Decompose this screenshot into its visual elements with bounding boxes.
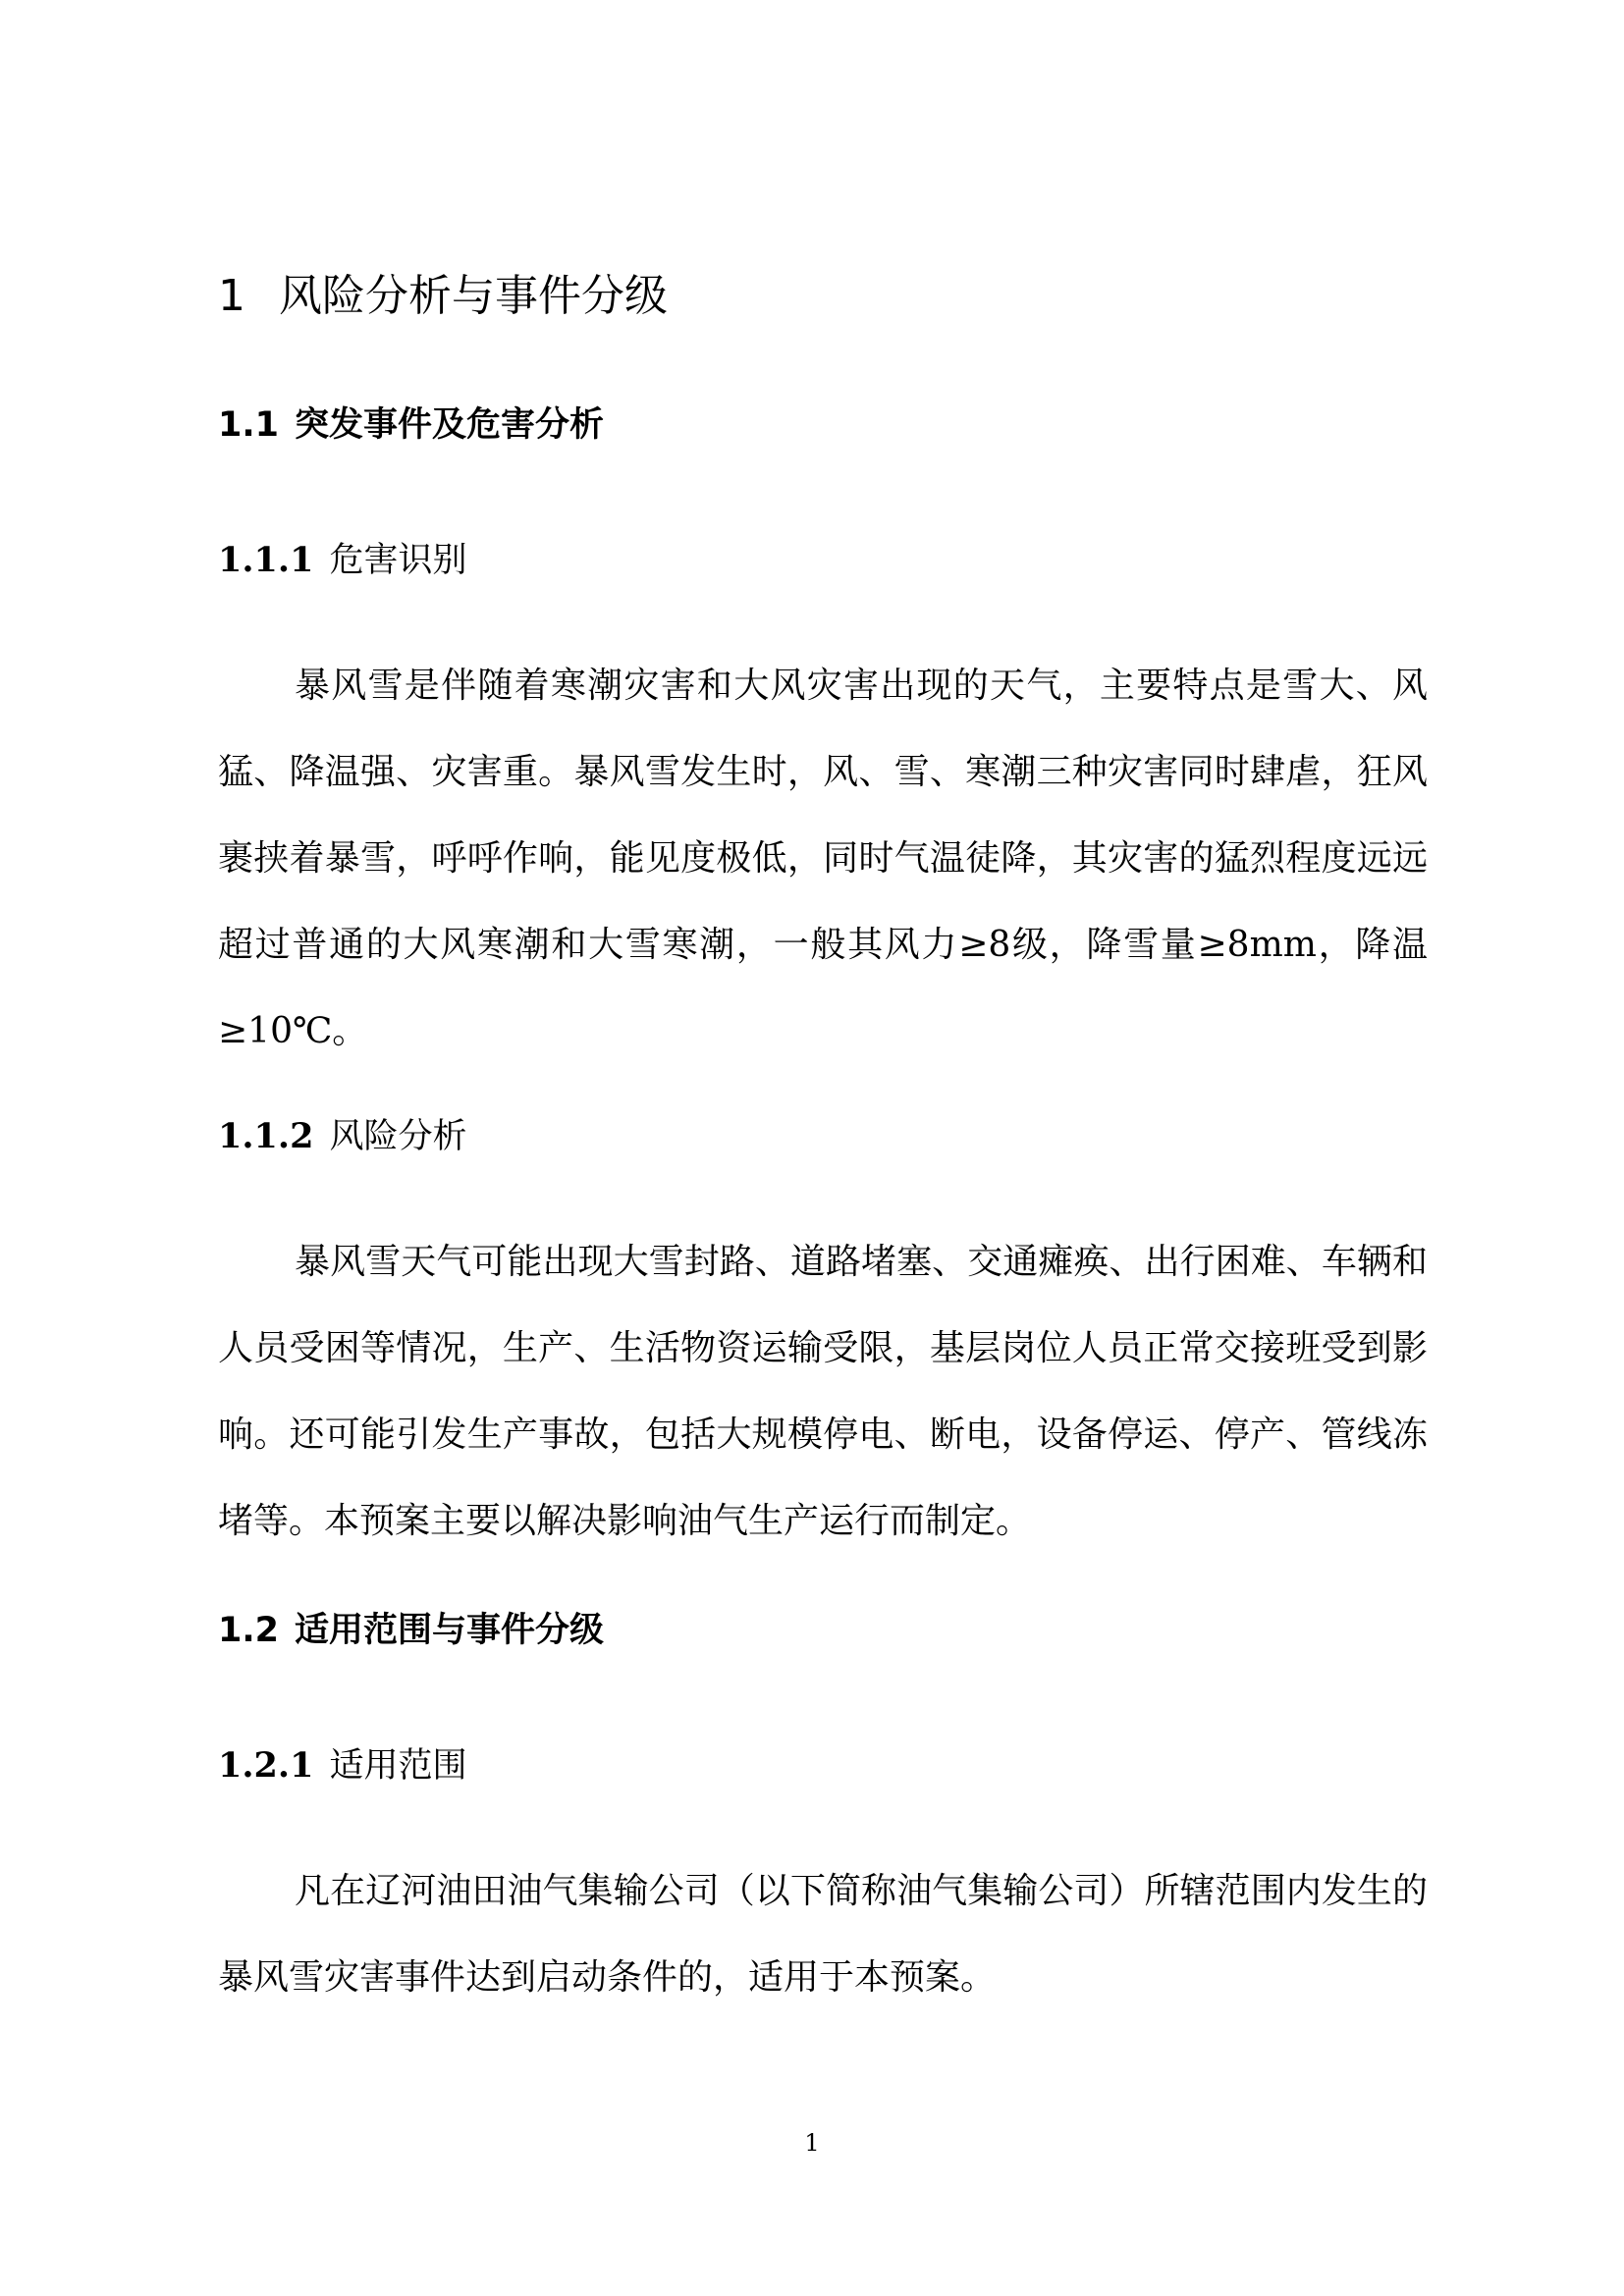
paragraph-scope: 凡在辽河油田油气集输公司（以下简称油气集输公司）所辖范围内发生的暴风雪灾害事件达到启动条件的，适用于本预案。 [218,1871,1428,1998]
chapter-title: 风险分析与事件分级 [279,271,668,321]
page-number: 1 [804,2129,820,2157]
section-heading-1-1 [218,400,604,450]
section-number: 1.2 [218,1611,280,1650]
paragraph-hazard-identification: 暴风雪是伴随着寒潮灾害和大风灾害出现的天气，主要特点是雪大、风猛、降温强、灾害重。暴风雪发生时，风、雪、寒潮三种灾害同时肆虐，狂风裹挟着暴雪，呼呼作响，能见度极低，同时气温徒降，其灾害的猛烈程度远远超过普通的大风寒潮和大雪寒潮，一般其风力≥8级，降雪量≥8mm，降温≥10℃。 [218,666,1428,1051]
chapter-number: 1 [218,271,245,321]
subsection-number: 1.2.1 [218,1745,314,1786]
paragraph-risk-analysis: 暴风雪天气可能出现大雪封路、道路堵塞、交通瘫痪、出行困难、车辆和人员受困等情况，生产、生活物资运输受限，基层岗位人员正常交接班受到影响。还可能引发生产事故，包括大规模停电、断电，设备停运、停产、管线冻堵等。本预案主要以解决影响油气生产运行而制定。 [218,1242,1428,1541]
subsection-number: 1.1.2 [218,1116,314,1156]
subsection-heading-1-1-2 [218,1112,466,1161]
section-title: 适用范围与事件分级 [295,1611,605,1650]
section-title: 突发事件及危害分析 [295,405,605,445]
subsection-title: 危害识别 [329,541,467,580]
subsection-title: 适用范围 [329,1746,467,1786]
section-heading-1-2 [218,1606,604,1655]
subsection-heading-1-1-1 [218,536,466,585]
subsection-heading-1-2-1 [218,1741,466,1790]
chapter-heading [218,267,668,326]
subsection-title: 风险分析 [329,1117,467,1156]
subsection-number: 1.1.1 [218,540,314,580]
section-number: 1.1 [218,405,280,445]
